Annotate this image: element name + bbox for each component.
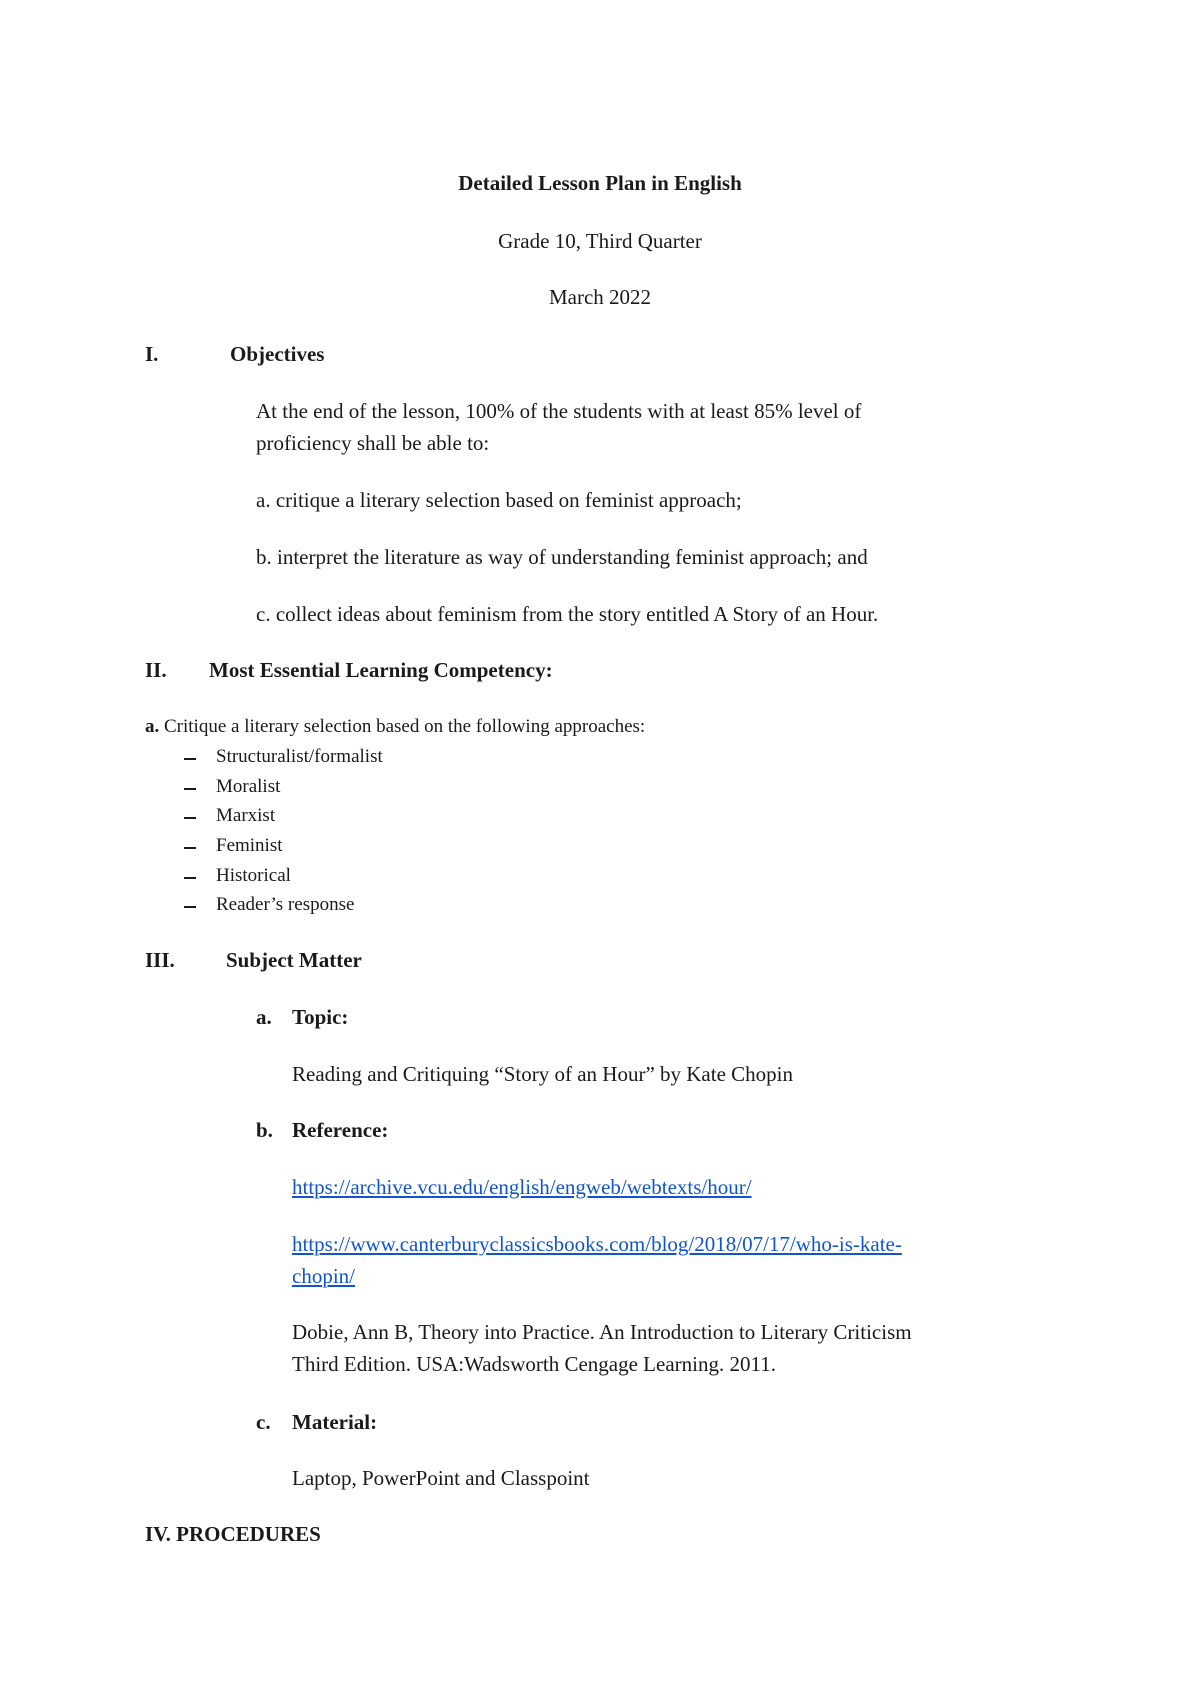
reference-letter: b. [256, 1118, 273, 1142]
material-label: Material: [292, 1410, 378, 1434]
dash-bullet [184, 788, 196, 790]
reference-book-line-1: Dobie, Ann B, Theory into Practice. An Introduction to Literary Criticism [292, 1320, 912, 1344]
approach-item-marxist: Marxist [216, 805, 276, 826]
dash-bullet [184, 877, 196, 879]
material-letter: c. [256, 1410, 271, 1434]
competency-statement [145, 716, 645, 738]
document-date: March 2022 [548, 285, 652, 309]
approach-item-feminist: Feminist [216, 835, 283, 856]
approach-item-structuralist: Structuralist/formalist [216, 746, 383, 767]
approach-item-moralist: Moralist [216, 776, 281, 797]
objective-item-a: a. critique a literary selection based on feminist approach; [256, 488, 742, 512]
section-2-heading: Most Essential Learning Competency: [209, 658, 553, 682]
section-3-heading: Subject Matter [226, 948, 362, 972]
dash-bullet [184, 906, 196, 908]
topic-label: Topic: [292, 1005, 349, 1029]
material-text: Laptop, PowerPoint and Classpoint [292, 1466, 590, 1490]
objective-item-c: c. collect ideas about feminism from the story entitled A Story of an Hour. [256, 602, 879, 626]
document-title: Detailed Lesson Plan in English [458, 171, 742, 195]
reference-link-canterbury-line-1[interactable]: https://www.canterburyclassicsbooks.com/blog/2018/07/17/who-is-kate- [292, 1232, 902, 1256]
objectives-intro-line-2: proficiency shall be able to: [256, 431, 490, 455]
reference-book-line-2: Third Edition. USA:Wadsworth Cengage Learning. 2011. [292, 1352, 776, 1376]
document-subtitle: Grade 10, Third Quarter [498, 229, 702, 253]
approach-item-historical: Historical [216, 865, 291, 886]
reference-link-canterbury-line-2[interactable]: chopin/ [292, 1264, 355, 1288]
competency-text: Critique a literary selection based on the following approaches: [164, 716, 646, 737]
section-1-heading: Objectives [230, 342, 325, 366]
section-1-number: I. [145, 342, 159, 366]
approach-item-readers-response: Reader’s response [216, 894, 355, 915]
dash-bullet [184, 758, 196, 760]
topic-text: Reading and Critiquing “Story of an Hour” by Kate Chopin [292, 1062, 793, 1086]
dash-bullet [184, 817, 196, 819]
topic-letter: a. [256, 1005, 272, 1029]
section-2-number: II. [145, 658, 167, 682]
reference-label: Reference: [292, 1118, 389, 1142]
section-3-number: III. [145, 948, 175, 972]
dash-bullet [184, 847, 196, 849]
objectives-intro-line-1: At the end of the lesson, 100% of the students with at least 85% level of [256, 399, 862, 423]
section-4-heading: IV. PROCEDURES [145, 1522, 321, 1546]
objective-item-b: b. interpret the literature as way of understanding feminist approach; and [256, 545, 868, 569]
competency-letter: a. [145, 716, 160, 737]
reference-link-vcu[interactable]: https://archive.vcu.edu/english/engweb/webtexts/hour/ [292, 1175, 752, 1199]
